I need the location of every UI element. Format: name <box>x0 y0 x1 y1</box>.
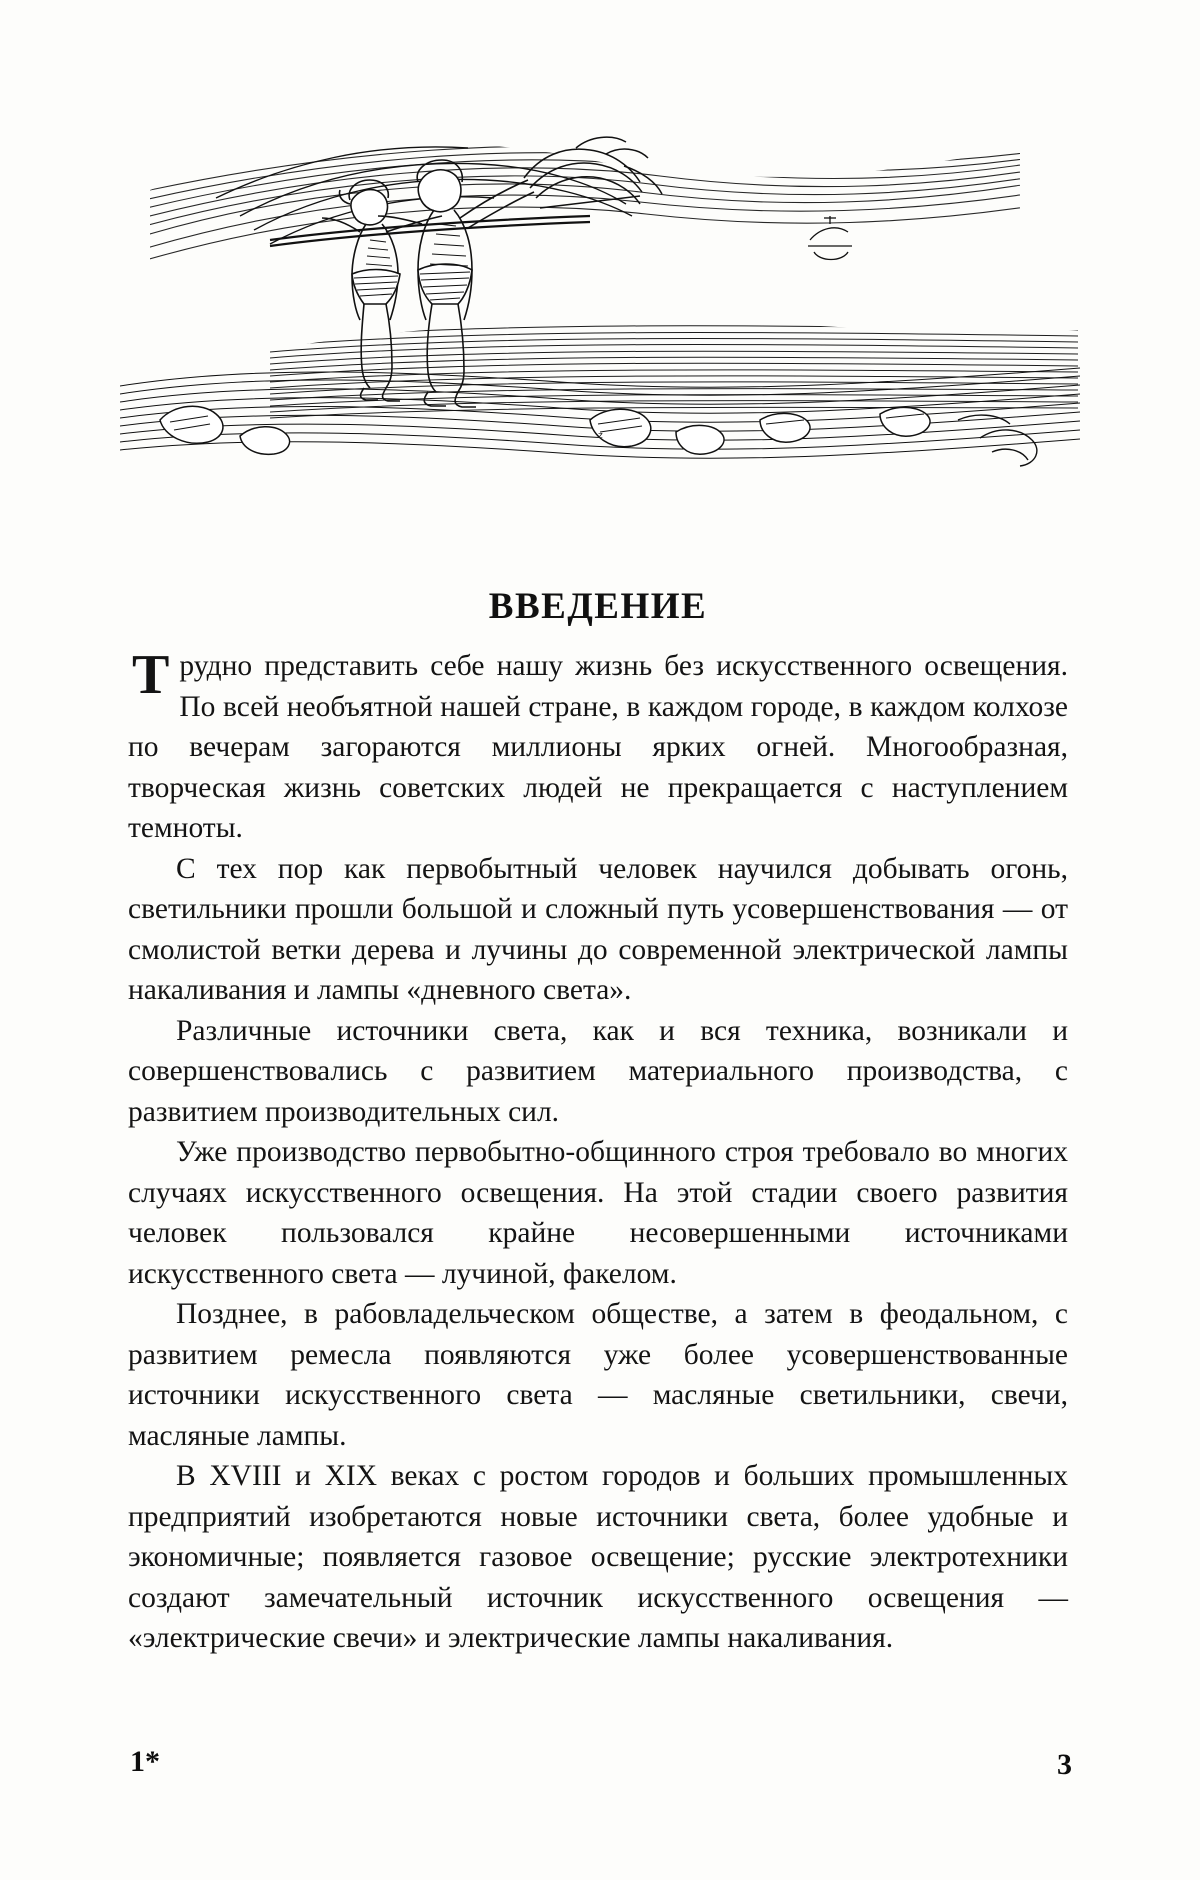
paragraph-1 <box>128 646 1068 849</box>
paragraph-2: С тех пор как первобытный человек научился добывать огонь, светильники прошли большой и сложный путь усовершенствования — от смолистой ветки дерева и лучины до современной электрической лампы накаливания и лампы «дневного света». <box>128 852 1068 1006</box>
illustration-primitive-men-with-torch <box>120 120 1080 520</box>
page-number: 3 <box>1057 1748 1072 1781</box>
paragraph-5: Позднее, в рабовладельческом обществе, а затем в феодальном, с развитием ремесла появляются уже более усовершенствованные источники искусственного света — масляные светильники, свечи, масляные лампы. <box>128 1298 1068 1452</box>
page-title: ВВЕДЕНИЕ <box>488 586 708 627</box>
signature-mark: 1* <box>130 1745 160 1778</box>
paragraph-4: Уже производство первобытно-общинного строя требовало во многих случаях искусственного освещения. На этой стадии своего развития человек пользовался крайне несовершенными источниками искусственного света — лучиной, факелом. <box>128 1136 1068 1290</box>
paragraph-1-text: рудно представить себе нашу жизнь без искусственного освещения. По всей необъятной нашей стране, в каждом городе, в каждом колхозе по вечерам загораются миллионы ярких огней. Многообразная, творческая жизнь советских людей не прекращается с наступлением темноты. <box>128 650 1068 844</box>
paragraph-6: В XVIII и XIX веках с ростом городов и больших промышленных предприятий изобретаются новые источники света, более удобные и экономичные; появляется газовое освещение; русские электротехники создают замечательный источник искусственного освещения — «электрические свечи» и электрические лампы накаливания. <box>128 1460 1068 1654</box>
paragraph-3: Различные источники света, как и вся техника, возникали и совершенствовались с развитием материального производства, с развитием производительных сил. <box>128 1014 1068 1128</box>
page-body <box>128 585 1068 1659</box>
drop-cap: Т <box>132 644 170 706</box>
svg-text:z: z <box>598 431 603 441</box>
